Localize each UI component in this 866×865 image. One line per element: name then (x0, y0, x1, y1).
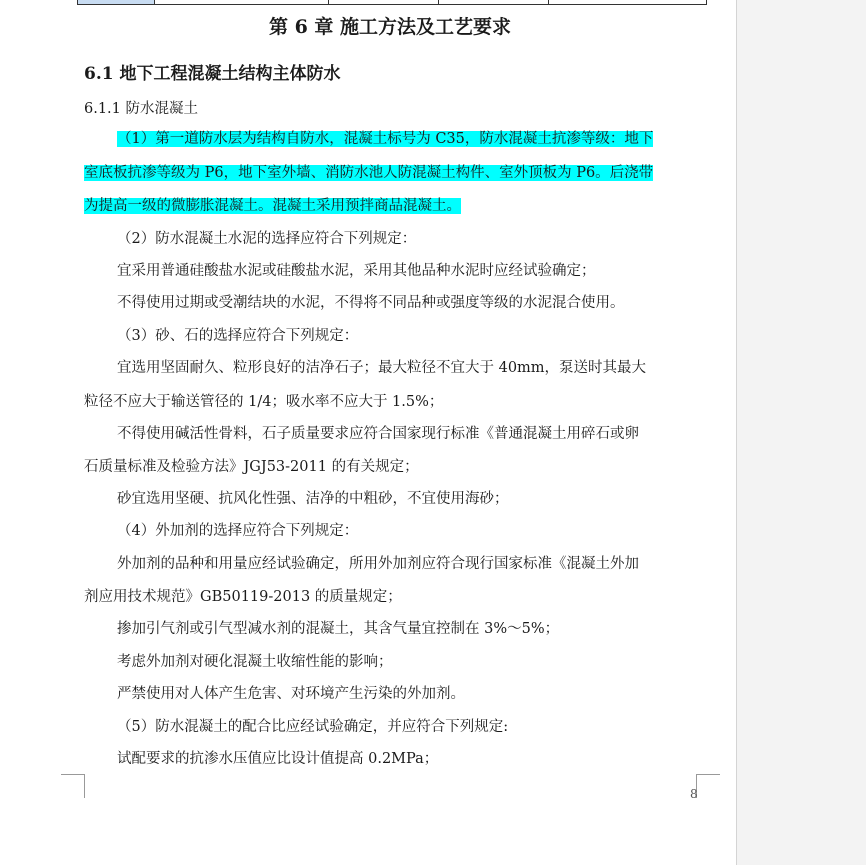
paragraph-line (117, 128, 653, 150)
table-bottom-edge (77, 0, 707, 5)
page-number: 8 (690, 787, 698, 801)
paragraph-line: 外加剂的品种和用量应经试验确定，所用外加剂应符合现行国家标准《混凝土外加 (117, 556, 639, 572)
paragraph-line: 不得使用过期或受潮结块的水泥，不得将不同品种或强度等级的水泥混合使用。 (117, 295, 625, 311)
paragraph-line: 宜采用普通硅酸盐水泥或硅酸盐水泥，采用其他品种水泥时应经试验确定； (117, 263, 596, 279)
window-side-gutter (736, 0, 866, 865)
table-column-divider (548, 0, 549, 4)
paragraph-line: （3）砂、石的选择应符合下列规定： (117, 328, 359, 344)
selected-table-cell[interactable] (78, 0, 154, 4)
table-column-divider (154, 0, 155, 4)
paragraph-line (84, 195, 461, 217)
highlighted-text: 室底板抗渗等级为 P6，地下室外墙、消防水池人防混凝土构件、室外顶板为 P6。后浇带 (84, 165, 654, 181)
highlighted-text: 为提高一级的微膨胀混凝土。混凝土采用预拌商品混凝土。 (84, 198, 461, 214)
paragraph-line (84, 162, 653, 184)
paragraph-line: （4）外加剂的选择应符合下列规定： (117, 523, 359, 539)
paragraph-line: 石质量标准及检验方法》JGJ53-2011 的有关规定； (84, 459, 419, 475)
table-column-divider (328, 0, 329, 4)
paragraph-line: 严禁使用对人体产生危害、对环境产生污染的外加剂。 (117, 686, 465, 702)
section-title: 6.1 地下工程混凝土结构主体防水 (84, 64, 341, 84)
paragraph-line: （5）防水混凝土的配合比应经试验确定，并应符合下列规定: (117, 719, 509, 735)
margin-crop-mark (61, 774, 85, 775)
highlighted-text: （1）第一道防水层为结构自防水，混凝土标号为 C35，防水混凝土抗渗等级：地下 (117, 131, 654, 147)
subsection-title: 6.1.1 防水混凝土 (84, 101, 199, 117)
paragraph-line: 考虑外加剂对硬化混凝土收缩性能的影响； (117, 654, 393, 670)
paragraph-line: （2）防水混凝土水泥的选择应符合下列规定： (117, 231, 417, 247)
margin-crop-mark (84, 774, 85, 798)
paragraph-line: 剂应用技术规范》GB50119-2013 的质量规定； (84, 589, 402, 605)
paragraph-line: 砂宜选用坚硬、抗风化性强、洁净的中粗砂，不宜使用海砂； (117, 491, 509, 507)
paragraph-line: 掺加引气剂或引气型减水剂的混凝土，其含气量宜控制在 3%～5%； (117, 621, 560, 637)
chapter-title: 第 6 章 施工方法及工艺要求 (268, 16, 512, 38)
table-column-divider (438, 0, 439, 4)
paragraph-line: 不得使用碱活性骨料，石子质量要求应符合国家现行标准《普通混凝土用碎石或卵 (117, 426, 639, 442)
paragraph-line: 粒径不应大于输送管径的 1/4；吸水率不应大于 1.5%； (84, 394, 444, 410)
paragraph-line: 试配要求的抗渗水压值应比设计值提高 0.2MPa； (117, 751, 439, 767)
margin-crop-mark (696, 774, 720, 775)
paragraph-line: 宜选用坚固耐久、粒形良好的洁净石子；最大粒径不宜大于 40mm，泵送时其最大 (117, 360, 647, 376)
